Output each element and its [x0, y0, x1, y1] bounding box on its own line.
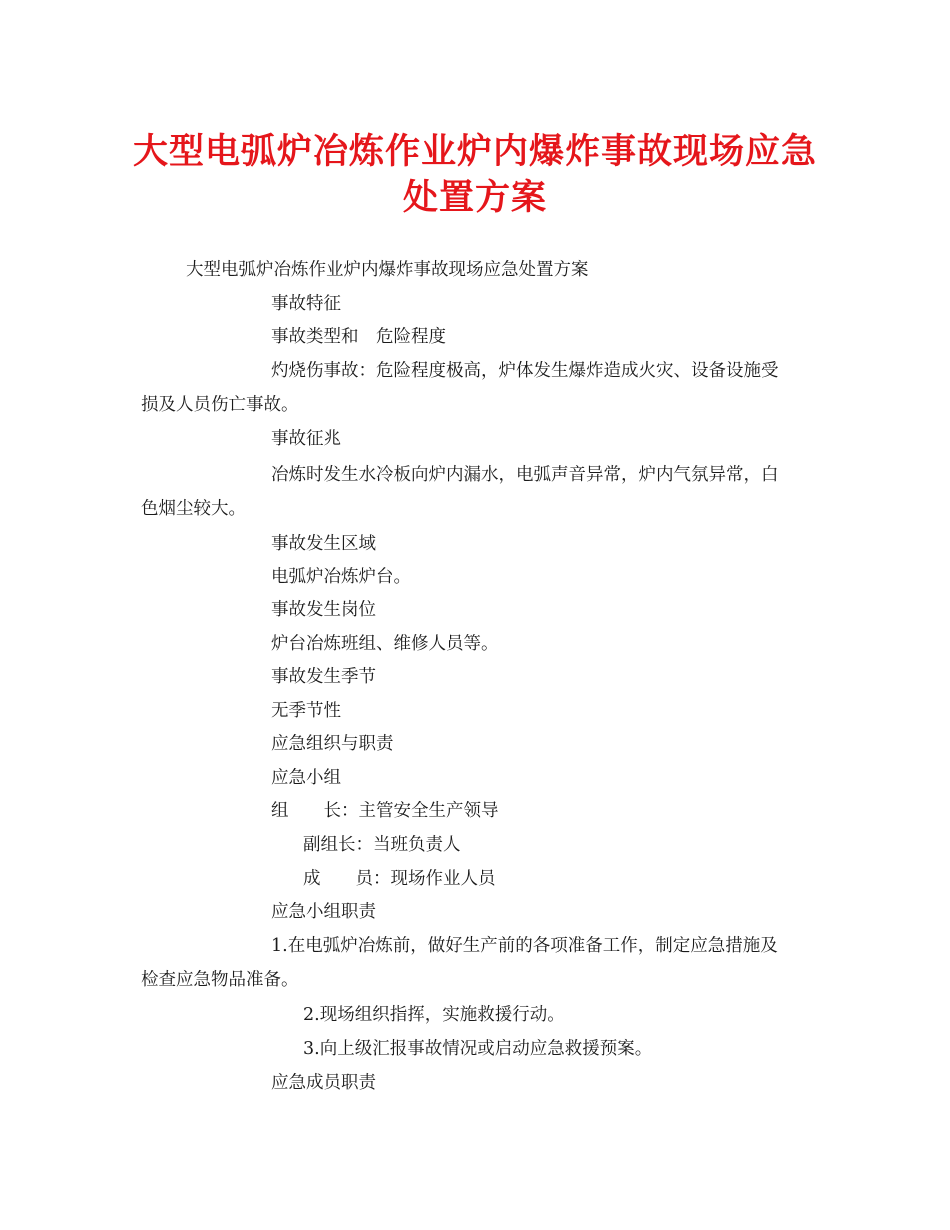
paragraph-line: 检查应急物品准备。	[141, 970, 299, 990]
section-heading: 应急小组	[271, 768, 341, 788]
section-heading: 事故类型和 危险程度	[271, 327, 446, 347]
section-heading: 事故发生区域	[271, 534, 376, 554]
paragraph-line: 冶炼时发生水冷板向炉内漏水，电弧声音异常，炉内气氛异常，白	[271, 465, 779, 485]
subtitle-paragraph: 大型电弧炉冶炼作业炉内爆炸事故现场应急处置方案	[186, 260, 589, 280]
paragraph-line: 损及人员伤亡事故。	[141, 395, 299, 415]
section-heading: 应急成员职责	[271, 1073, 376, 1093]
document-title-line-1: 大型电弧炉冶炼作业炉内爆炸事故现场应急	[132, 131, 817, 172]
paragraph-line: 3.向上级汇报事故情况或启动应急救援预案。	[303, 1039, 653, 1059]
paragraph-line: 成 员：现场作业人员	[303, 869, 496, 889]
paragraph-line: 炉台冶炼班组、维修人员等。	[271, 634, 499, 654]
paragraph-line: 灼烧伤事故：危险程度极高，炉体发生爆炸造成火灾、设备设施受	[271, 361, 779, 381]
paragraph-line: 组 长：主管安全生产领导	[271, 801, 499, 821]
paragraph-line: 1.在电弧炉冶炼前，做好生产前的各项准备工作，制定应急措施及	[271, 936, 778, 956]
paragraph-line: 无季节性	[271, 701, 341, 721]
paragraph-line: 2.现场组织指挥，实施救援行动。	[303, 1005, 565, 1025]
paragraph-line: 副组长：当班负责人	[303, 835, 461, 855]
paragraph-line: 电弧炉冶炼炉台。	[271, 567, 411, 587]
section-heading: 应急小组职责	[271, 902, 376, 922]
section-heading: 事故发生季节	[271, 667, 376, 687]
section-heading: 事故征兆	[271, 429, 341, 449]
paragraph-line: 色烟尘较大。	[141, 499, 246, 519]
section-heading: 事故特征	[271, 294, 341, 314]
section-heading: 应急组织与职责	[271, 734, 394, 754]
document-title-line-2: 处置方案	[402, 177, 547, 218]
section-heading: 事故发生岗位	[271, 600, 376, 620]
